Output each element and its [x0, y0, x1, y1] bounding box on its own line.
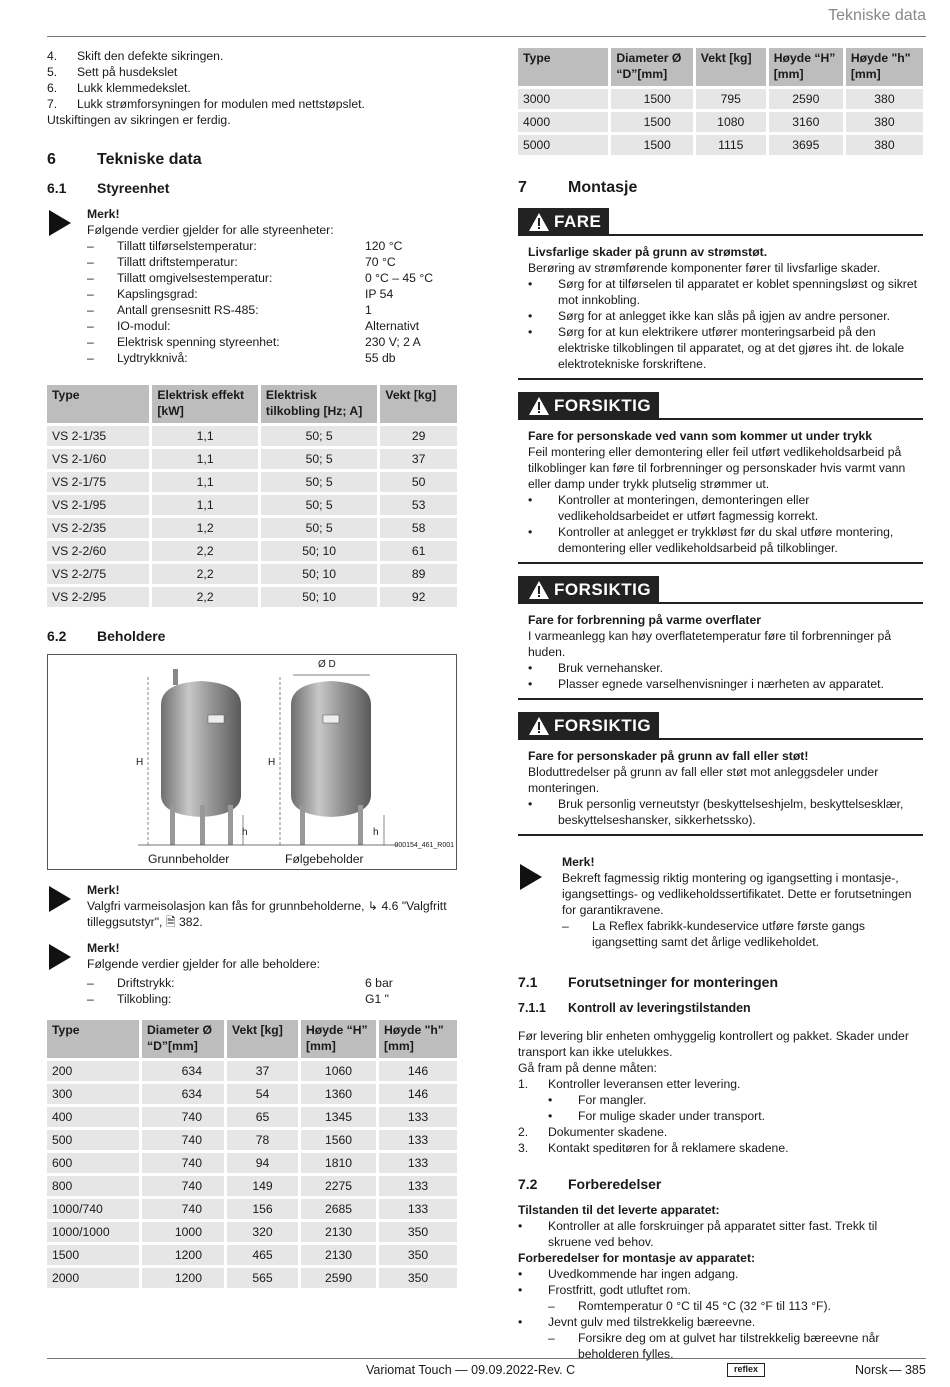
table-row	[518, 135, 923, 155]
warning-item: • Sørg for at anlegget ikke kan slås på igjen av andre personer.	[528, 309, 890, 323]
table-cell: 1,2	[152, 518, 258, 538]
spec-item: – Tillatt driftstemperatur: 70 °C	[87, 255, 396, 269]
delivery-step: 3. Kontakt speditøren for å reklamere skadene.	[518, 1141, 789, 1155]
table-cell: VS 2-2/35	[47, 518, 149, 538]
table-header-cell: Type	[47, 1020, 139, 1058]
table-cell: VS 2-2/75	[47, 564, 149, 584]
control-unit-table	[44, 382, 460, 610]
spec-item: – Kapslingsgrad: IP 54	[87, 287, 394, 301]
section-7-1-1-heading: 7.1.1 Kontroll av leveringstilstanden	[518, 1001, 751, 1015]
table-cell: 1,1	[152, 495, 258, 515]
table-cell: 92	[380, 587, 457, 607]
warning-text: Bloduttredelser på grunn av fall eller støt mot anleggsdeler under monteringen.	[528, 765, 879, 795]
table-cell: 50; 10	[261, 587, 377, 607]
table-cell: 61	[380, 541, 457, 561]
dim-h-label-1: h	[242, 827, 248, 838]
spec-item: – Tillatt tilførselstemperatur: 120 °C	[87, 239, 403, 253]
table-cell: 740	[142, 1153, 224, 1173]
table-cell: 1200	[142, 1245, 224, 1265]
table-cell: 1000/1000	[47, 1222, 139, 1242]
delivery-sub-item: • For mulige skader under transport.	[548, 1109, 765, 1123]
spec-item: – Tilkobling: G1 "	[87, 992, 389, 1006]
table-row	[47, 1268, 457, 1288]
note-insulation	[47, 882, 457, 930]
footer-rule	[47, 1358, 926, 1359]
table-cell: 350	[379, 1268, 457, 1288]
step-item: 7. Lukk strømforsyningen for modulen med nettstøpslet.	[47, 97, 365, 111]
delivery-sub-item: • For mangler.	[548, 1093, 647, 1107]
warning-triangle-icon	[528, 716, 550, 736]
footer-doc: Variomat Touch — 09.09.2022-Rev. C	[366, 1363, 576, 1377]
warning-badge: FORSIKTIG	[518, 576, 659, 604]
vessels-table	[44, 1017, 460, 1291]
table-cell: 78	[227, 1130, 298, 1150]
note-arrow-icon	[47, 206, 87, 366]
table-cell: 50; 10	[261, 541, 377, 561]
table-cell: 1080	[696, 112, 766, 132]
table-cell: 2685	[301, 1199, 376, 1219]
table-cell: 50; 5	[261, 495, 377, 515]
warning-item: • Bruk vernehansker.	[528, 661, 664, 675]
prep-title-2: Forberedelser for montasje av apparatet:	[518, 1251, 756, 1265]
dim-H-label-2: H	[268, 757, 276, 768]
table-cell: 3000	[518, 89, 608, 109]
table-cell: 1560	[301, 1130, 376, 1150]
table-row	[47, 541, 457, 561]
table-cell: 1200	[142, 1268, 224, 1288]
table-cell: 2,2	[152, 587, 258, 607]
table-cell: 2,2	[152, 541, 258, 561]
table-cell: VS 2-2/60	[47, 541, 149, 561]
table-cell: 2,2	[152, 564, 258, 584]
spec-item: – Antall grensesnitt RS-485: 1	[87, 303, 372, 317]
page-header-title: Tekniske data	[828, 7, 926, 24]
step-item: 4. Skift den defekte sikringen.	[47, 49, 224, 63]
table-cell: 2000	[47, 1268, 139, 1288]
prep-sub-item: – Forsikre deg om at gulvet har tilstrekkelig bæreevne når beholderen fylles.	[548, 1331, 880, 1361]
table-header-cell: Høyde "h" [mm]	[846, 48, 923, 86]
prep-sub-item: – Romtemperatur 0 °C til 45 °C (32 °F til 113 °F).	[548, 1299, 831, 1313]
table-cell: 3160	[769, 112, 843, 132]
table-cell: 465	[227, 1245, 298, 1265]
warning-triangle-icon	[528, 396, 550, 416]
warning-badge: FORSIKTIG	[518, 392, 659, 420]
table-cell: 740	[142, 1107, 224, 1127]
warning-item: • Sørg for at kun elektrikere utfører monteringsarbeid på den elektriske tilkoblingen til apparatet, og at det gjøres iht. de lokale elektrotekniske forskriftene.	[528, 325, 905, 371]
warning-item: • Bruk personlig verneutstyr (beskyttelseshjelm, beskyttelsesklær, beskyttelseshansker, sikkerhetssko).	[528, 797, 904, 827]
warning-title: Fare for personskader på grunn av fall eller støt!	[528, 749, 809, 763]
table-cell: 350	[379, 1245, 457, 1265]
table-cell: 380	[846, 112, 923, 132]
table-header-cell: Vekt [kg]	[696, 48, 766, 86]
dim-h-label-2: h	[373, 827, 379, 838]
table-cell: 380	[846, 135, 923, 155]
delivery-proceed: Gå fram på denne måten:	[518, 1061, 657, 1075]
table-row	[47, 1107, 457, 1127]
prep-item: • Frostfritt, godt utluftet rom.	[518, 1283, 691, 1297]
warning-text: Berøring av strømførende komponenter fører til livsfarlige skader.	[528, 261, 881, 275]
table-cell: 740	[142, 1176, 224, 1196]
table-cell: 1,1	[152, 426, 258, 446]
table-cell: 1500	[611, 135, 692, 155]
table-row	[47, 564, 457, 584]
prep-item: • Jevnt gulv med tilstrekkelig bæreevne.	[518, 1315, 756, 1329]
table-header-cell: Type	[47, 385, 149, 423]
prep-item: • Kontroller at alle forskruinger på apparatet sitter fast. Trekk til skruene ved behov.	[518, 1219, 878, 1249]
table-header-cell: Diameter Ø “D”[mm]	[611, 48, 692, 86]
large-vessels-table	[515, 45, 926, 158]
note-title: Merk!	[87, 883, 120, 897]
table-cell: 50; 5	[261, 518, 377, 538]
warning-block	[518, 392, 923, 564]
table-cell: 634	[142, 1084, 224, 1104]
table-cell: 350	[379, 1222, 457, 1242]
table-row	[47, 1245, 457, 1265]
table-cell: 146	[379, 1061, 457, 1081]
spec-list	[87, 238, 457, 366]
note-arrow-icon	[47, 940, 87, 1007]
note-text: Bekreft fagmessig riktig montering og igangsetting i montasje-, igangsettings- og vedlikeholdssertifikatet. Dette er forutsetningen for garantikravene.	[562, 871, 912, 917]
table-cell: 600	[47, 1153, 139, 1173]
spec-item: – Elektrisk spenning styreenhet: 230 V; 2 A	[87, 335, 421, 349]
vessel-figure	[47, 654, 457, 870]
table-row	[47, 1084, 457, 1104]
header-rule	[47, 36, 926, 37]
note-arrow-icon	[518, 854, 558, 950]
table-row	[47, 449, 457, 469]
table-header-cell: Høyde “H” [mm]	[769, 48, 843, 86]
note-certificate	[518, 854, 923, 950]
table-row	[47, 495, 457, 515]
warning-item: • Kontroller at anlegget er trykkløst før du skal utføre montering, demontering eller vedlikeholdsarbeid på tilkoblinger.	[528, 525, 894, 555]
base-vessel-drawing	[148, 669, 243, 845]
right-column	[518, 48, 923, 1362]
table-cell: 1500	[47, 1245, 139, 1265]
table-header-cell: Elektrisk effekt [kW]	[152, 385, 258, 423]
note-title: Merk!	[87, 207, 120, 221]
table-header-cell: Diameter Ø “D”[mm]	[142, 1020, 224, 1058]
table-cell: 37	[380, 449, 457, 469]
warning-block	[518, 576, 923, 700]
prep-title-1: Tilstanden til det leverte apparatet:	[518, 1203, 720, 1217]
table-cell: VS 2-1/95	[47, 495, 149, 515]
table-cell: 29	[380, 426, 457, 446]
table-cell: VS 2-1/75	[47, 472, 149, 492]
table-row	[47, 1222, 457, 1242]
spec-item: – IO-modul: Alternativt	[87, 319, 420, 333]
table-row	[47, 1061, 457, 1081]
note-text[interactable]: Valgfri varmeisolasjon kan fås for grunnbeholderne, ↳ 4.6 "Valgfritt tilleggsutstyr", 🗎 382.	[87, 899, 447, 929]
table-cell: 740	[142, 1199, 224, 1219]
table-cell: 634	[142, 1061, 224, 1081]
steps-done: Utskiftingen av sikringen er ferdig.	[47, 113, 231, 127]
table-cell: 50; 5	[261, 472, 377, 492]
table-cell: 1810	[301, 1153, 376, 1173]
section-7-2-heading: 7.2 Forberedelser	[518, 1176, 662, 1192]
spec-list	[87, 975, 457, 1007]
warning-title: Fare for personskade ved vann som kommer ut under trykk	[528, 429, 873, 443]
note-arrow-icon	[47, 882, 87, 930]
table-cell: 133	[379, 1130, 457, 1150]
prep-item: • Uvedkommende har ingen adgang.	[518, 1267, 739, 1281]
note-sub-item: – La Reflex fabrikk-kundeservice utføre første gangs igangsetting samt det årlige vedlikeholdet.	[562, 919, 865, 949]
table-cell: 320	[227, 1222, 298, 1242]
table-cell: 565	[227, 1268, 298, 1288]
section-6-2-heading: 6.2 Beholdere	[47, 628, 166, 644]
footer-lang: Norsk	[855, 1363, 888, 1377]
warning-item: • Sørg for at tilførselen til apparatet er koblet spenningsløst og sikret mot innkobling.	[528, 277, 918, 307]
table-cell: 37	[227, 1061, 298, 1081]
section-6-heading: 6 Tekniske data	[47, 151, 202, 168]
table-cell: 5000	[518, 135, 608, 155]
warning-block	[518, 712, 923, 836]
table-cell: 2590	[769, 89, 843, 109]
table-cell: 53	[380, 495, 457, 515]
table-cell: 1345	[301, 1107, 376, 1127]
warning-text: I varmeanlegg kan høy overflatetemperatur føre til forbrenninger på huden.	[528, 629, 892, 659]
table-cell: 300	[47, 1084, 139, 1104]
figure-code: 000154_461_R001	[394, 842, 454, 849]
table-cell: 740	[142, 1130, 224, 1150]
table-cell: 133	[379, 1199, 457, 1219]
table-header-row	[47, 385, 457, 423]
table-row	[47, 1153, 457, 1173]
warning-title: Livsfarlige skader på grunn av strømstøt.	[528, 245, 768, 259]
table-cell: 1000/740	[47, 1199, 139, 1219]
warning-block	[518, 208, 923, 380]
table-cell: 50; 10	[261, 564, 377, 584]
table-cell: 2590	[301, 1268, 376, 1288]
table-cell: 156	[227, 1199, 298, 1219]
table-cell: 1115	[696, 135, 766, 155]
table-header-cell: Vekt [kg]	[380, 385, 457, 423]
table-cell: 50	[380, 472, 457, 492]
table-row	[518, 112, 923, 132]
section-7-heading: 7 Montasje	[518, 179, 638, 196]
step-item: 5. Sett på husdekslet	[47, 65, 178, 79]
table-cell: 500	[47, 1130, 139, 1150]
dim-H-label-1: H	[136, 757, 144, 768]
table-row	[47, 1199, 457, 1219]
table-cell: 133	[379, 1153, 457, 1173]
table-row	[47, 1176, 457, 1196]
table-cell: 1,1	[152, 472, 258, 492]
section-7-1-heading: 7.1 Forutsetninger for monteringen	[518, 974, 778, 990]
table-row	[518, 89, 923, 109]
table-row	[47, 1130, 457, 1150]
table-cell: 50; 5	[261, 449, 377, 469]
table-cell: 200	[47, 1061, 139, 1081]
dim-d-label: Ø D	[318, 659, 336, 670]
table-header-row	[518, 48, 923, 86]
table-cell: 3695	[769, 135, 843, 155]
table-cell: 146	[379, 1084, 457, 1104]
table-cell: 400	[47, 1107, 139, 1127]
table-cell: VS 2-1/60	[47, 449, 149, 469]
table-cell: 380	[846, 89, 923, 109]
table-cell: 1000	[142, 1222, 224, 1242]
table-row	[47, 518, 457, 538]
section-6-1-heading: 6.1 Styreenhet	[47, 180, 170, 196]
table-cell: 1500	[611, 89, 692, 109]
table-header-row	[47, 1020, 457, 1058]
table-header-cell: Type	[518, 48, 608, 86]
warning-item: • Kontroller at monteringen, demonteringen eller vedlikeholdsarbeidet er utført fagmessig korrekt.	[528, 493, 819, 523]
note-intro: Følgende verdier gjelder for alle beholdere:	[87, 957, 321, 971]
table-cell: 54	[227, 1084, 298, 1104]
table-cell: 1360	[301, 1084, 376, 1104]
table-cell: 50; 5	[261, 426, 377, 446]
warning-triangle-icon	[528, 580, 550, 600]
table-cell: 1500	[611, 112, 692, 132]
delivery-text: Før levering blir enheten omhyggelig kontrollert og pakket. Skader under transport kan ikke utelukkes.	[518, 1029, 909, 1059]
delivery-steps	[518, 1076, 923, 1156]
spec-item: – Tillatt omgivelsestemperatur: 0 °C – 45 °C	[87, 271, 434, 285]
note-title: Merk!	[562, 855, 595, 869]
table-cell: 89	[380, 564, 457, 584]
label-base-vessel: Grunnbeholder	[148, 852, 230, 866]
table-cell: 133	[379, 1107, 457, 1127]
table-cell: VS 2-2/95	[47, 587, 149, 607]
warning-title: Fare for forbrenning på varme overflater	[528, 613, 761, 627]
label-follow-vessel: Følgebeholder	[285, 852, 364, 866]
table-cell: 1060	[301, 1061, 376, 1081]
table-cell: 1,1	[152, 449, 258, 469]
steps-list	[47, 48, 457, 112]
table-header-cell: Høyde “H” [mm]	[301, 1020, 376, 1058]
warning-item: • Plasser egnede varselhenvisninger i nærheten av apparatet.	[528, 677, 884, 691]
table-row	[47, 472, 457, 492]
delivery-step: 2. Dokumenter skadene.	[518, 1125, 668, 1139]
table-cell: 800	[47, 1176, 139, 1196]
delivery-step: 1. Kontroller leveransen etter levering.	[518, 1077, 741, 1091]
spec-item: – Driftstrykk: 6 bar	[87, 976, 393, 990]
table-cell: 2130	[301, 1222, 376, 1242]
table-row	[47, 426, 457, 446]
note-intro: Følgende verdier gjelder for alle styreenheter:	[87, 223, 334, 237]
warning-badge: FORSIKTIG	[518, 712, 659, 740]
table-cell: 795	[696, 89, 766, 109]
note-title: Merk!	[87, 941, 120, 955]
table-cell: VS 2-1/35	[47, 426, 149, 446]
follow-vessel-drawing	[280, 675, 384, 845]
reflex-logo: reflex	[727, 1363, 765, 1377]
table-cell: 149	[227, 1176, 298, 1196]
note-control-unit	[47, 206, 457, 366]
table-header-cell: Høyde "h" [mm]	[379, 1020, 457, 1058]
table-cell: 65	[227, 1107, 298, 1127]
table-cell: 2275	[301, 1176, 376, 1196]
table-cell: 94	[227, 1153, 298, 1173]
table-cell: 58	[380, 518, 457, 538]
table-cell: 133	[379, 1176, 457, 1196]
warning-text: Feil montering eller demontering eller feil utført vedlikeholdsarbeid på tilkoblinger kan føre til forbrenninger og personskader hvis varmt vann eller damp under trykk plutselig strømmer ut.	[528, 445, 906, 491]
step-item: 6. Lukk klemmedekslet.	[47, 81, 191, 95]
table-header-cell: Elektrisk tilkobling [Hz; A]	[261, 385, 377, 423]
table-cell: 4000	[518, 112, 608, 132]
left-column	[47, 48, 457, 1291]
footer-page: — 385	[889, 1363, 926, 1377]
warning-badge: FARE	[518, 208, 609, 236]
table-cell: 2130	[301, 1245, 376, 1265]
spec-item: – Lydtrykknivå: 55 db	[87, 351, 396, 365]
note-vessels	[47, 940, 457, 1007]
warning-triangle-icon	[528, 212, 550, 232]
table-row	[47, 587, 457, 607]
table-header-cell: Vekt [kg]	[227, 1020, 298, 1058]
